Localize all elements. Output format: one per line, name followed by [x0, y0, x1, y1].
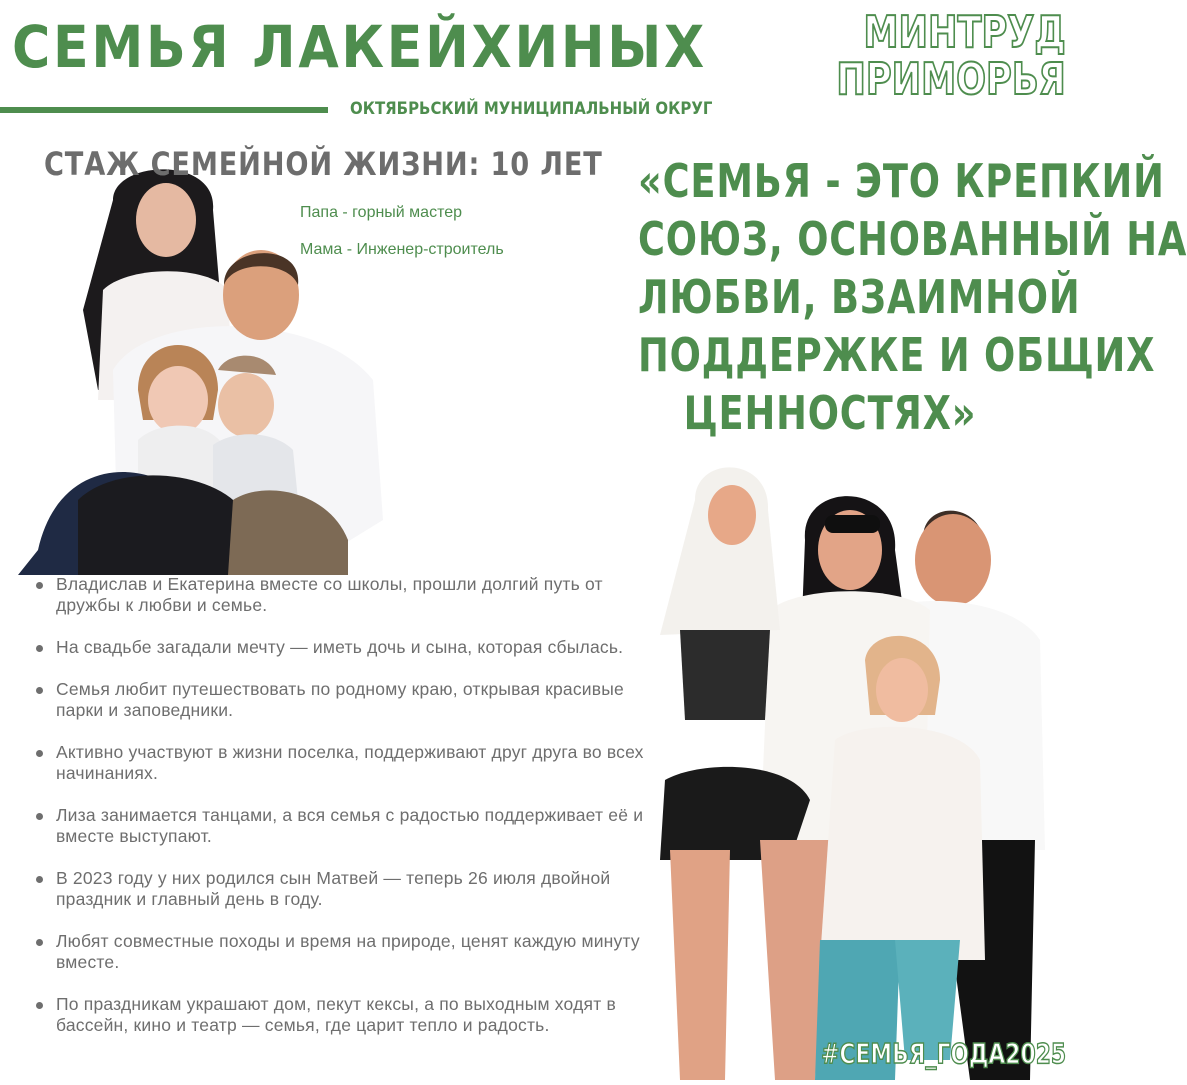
- list-item: Активно участвуют в жизни поселка, поддерживают друг друга во всех начинаниях.: [34, 742, 654, 784]
- page-title: СЕМЬЯ ЛАКЕЙХИНЫХ: [12, 13, 707, 81]
- family-facts-list: [34, 574, 654, 1057]
- list-item: Любят совместные походы и время на природе, ценят каждую минуту вместе.: [34, 931, 654, 973]
- list-item: Семья любит путешествовать по родному краю, открывая красивые парки и заповедники.: [34, 679, 654, 721]
- father-role: Папа - горный мастер: [300, 204, 463, 221]
- title-underline: [0, 107, 328, 113]
- family-photo-outdoor: [640, 460, 1060, 1080]
- list-item: Владислав и Екатерина вместе со школы, прошли долгий путь от дружбы к любви и семье.: [34, 574, 654, 616]
- quote-line: СОЮЗ, ОСНОВАННЫЙ НА: [638, 212, 1187, 266]
- logo-line-1: МИНТРУД: [863, 7, 1066, 58]
- family-quote: [590, 152, 1187, 442]
- logo-line-2: ПРИМОРЬЯ: [836, 53, 1066, 105]
- list-item: В 2023 году у них родился сын Матвей — теперь 26 июля двойной праздник и главный день в году.: [34, 868, 654, 910]
- list-item: По праздникам украшают дом, пекут кексы, а по выходным ходят в бассейн, кино и театр — семья, где царит тепло и радость.: [34, 994, 654, 1036]
- quote-line: ЦЕННОСТЯХ»: [683, 386, 977, 440]
- district-label: ОКТЯБРЬСКИЙ МУНИЦИПАЛЬНЫЙ ОКРУГ: [350, 99, 713, 119]
- parents-roles: [300, 205, 504, 279]
- list-item: Лиза занимается танцами, а вся семья с радостью поддерживает её и вместе выступают.: [34, 805, 654, 847]
- quote-line: ЛЮБВИ, ВЗАИМНОЙ: [638, 270, 1081, 324]
- ministry-logo: [836, 7, 1066, 105]
- quote-line: ПОДДЕРЖКЕ И ОБЩИХ: [638, 328, 1156, 382]
- mother-role: Мама - Инженер-строитель: [300, 241, 504, 258]
- quote-line: «СЕМЬЯ - ЭТО КРЕПКИЙ: [638, 154, 1165, 208]
- hashtag-label: #СЕМЬЯ_ГОДА2025: [821, 1037, 1066, 1070]
- list-item: На свадьбе загадали мечту — иметь дочь и сына, которая сбылась.: [34, 637, 654, 658]
- marriage-duration: СТАЖ СЕМЕЙНОЙ ЖИЗНИ: 10 ЛЕТ: [44, 145, 603, 183]
